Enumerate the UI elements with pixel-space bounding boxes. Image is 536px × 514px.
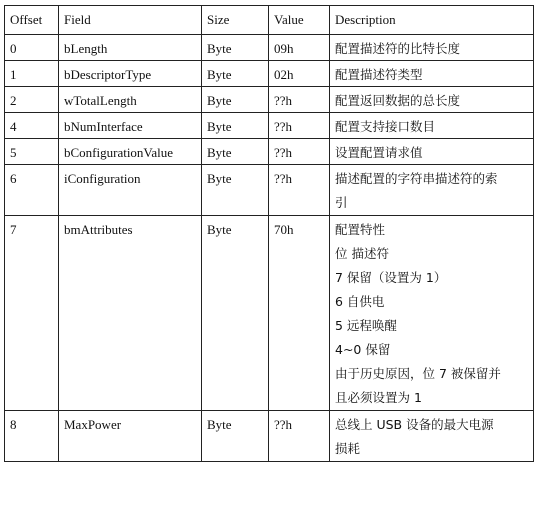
cell-size: Byte [202,61,269,87]
cell-value: ??h [269,113,330,139]
header-description: Description [330,6,534,35]
description-line: 设置配置请求值 [335,145,423,160]
cell-description [330,35,534,61]
cell-size: Byte [202,411,269,462]
cell-description [330,216,534,411]
cell-value: ??h [269,87,330,113]
cell-field: bConfigurationValue [59,139,202,165]
cell-value: ??h [269,165,330,216]
description-line: 配置描述符的比特长度 [335,41,461,56]
cell-offset: 8 [5,411,59,462]
header-field: Field [59,6,202,35]
cell-size: Byte [202,139,269,165]
description-line: 配置返回数据的总长度 [335,93,461,108]
cell-size: Byte [202,87,269,113]
cell-size: Byte [202,113,269,139]
cell-field: bmAttributes [59,216,202,411]
description-line: 7 保留（设置为 1） [335,270,447,285]
header-offset: Offset [5,6,59,35]
cell-size: Byte [202,165,269,216]
table-row [5,139,534,165]
cell-offset: 5 [5,139,59,165]
description-line: 配置描述符类型 [335,67,423,82]
configuration-descriptor-table [4,5,534,462]
cell-description [330,165,534,216]
header-value: Value [269,6,330,35]
description-line: 且必须设置为 1 [335,390,422,405]
cell-field: wTotalLength [59,87,202,113]
cell-offset: 6 [5,165,59,216]
cell-offset: 0 [5,35,59,61]
cell-field: bNumInterface [59,113,202,139]
description-line: 损耗 [335,441,361,456]
description-line: 位 描述符 [335,246,389,261]
description-line: 由于历史原因，位 7 被保留并 [335,366,501,381]
cell-offset: 1 [5,61,59,87]
header-size: Size [202,6,269,35]
table-row [5,35,534,61]
cell-description [330,61,534,87]
cell-size: Byte [202,216,269,411]
description-line: 4~0 保留 [335,342,391,357]
table-row [5,411,534,462]
description-line: 引 [335,195,348,210]
description-line: 5 远程唤醒 [335,318,397,333]
cell-value: 70h [269,216,330,411]
cell-offset: 7 [5,216,59,411]
description-line: 描述配置的字符串描述符的索 [335,171,498,186]
description-line: 总线上 USB 设备的最大电源 [335,417,494,432]
cell-offset: 2 [5,87,59,113]
cell-value: 02h [269,61,330,87]
cell-description [330,411,534,462]
cell-field: MaxPower [59,411,202,462]
table-row [5,61,534,87]
description-line: 配置支持接口数目 [335,119,436,134]
cell-value: ??h [269,139,330,165]
cell-description [330,139,534,165]
description-line: 配置特性 [335,222,386,237]
table-row [5,165,534,216]
cell-value: 09h [269,35,330,61]
cell-field: bLength [59,35,202,61]
description-line: 6 自供电 [335,294,385,309]
table-row [5,113,534,139]
cell-offset: 4 [5,113,59,139]
cell-size: Byte [202,35,269,61]
cell-field: bDescriptorType [59,61,202,87]
cell-field: iConfiguration [59,165,202,216]
cell-description [330,87,534,113]
cell-description [330,113,534,139]
table-row [5,216,534,411]
table-row [5,87,534,113]
table-header-row [5,6,534,35]
cell-value: ??h [269,411,330,462]
